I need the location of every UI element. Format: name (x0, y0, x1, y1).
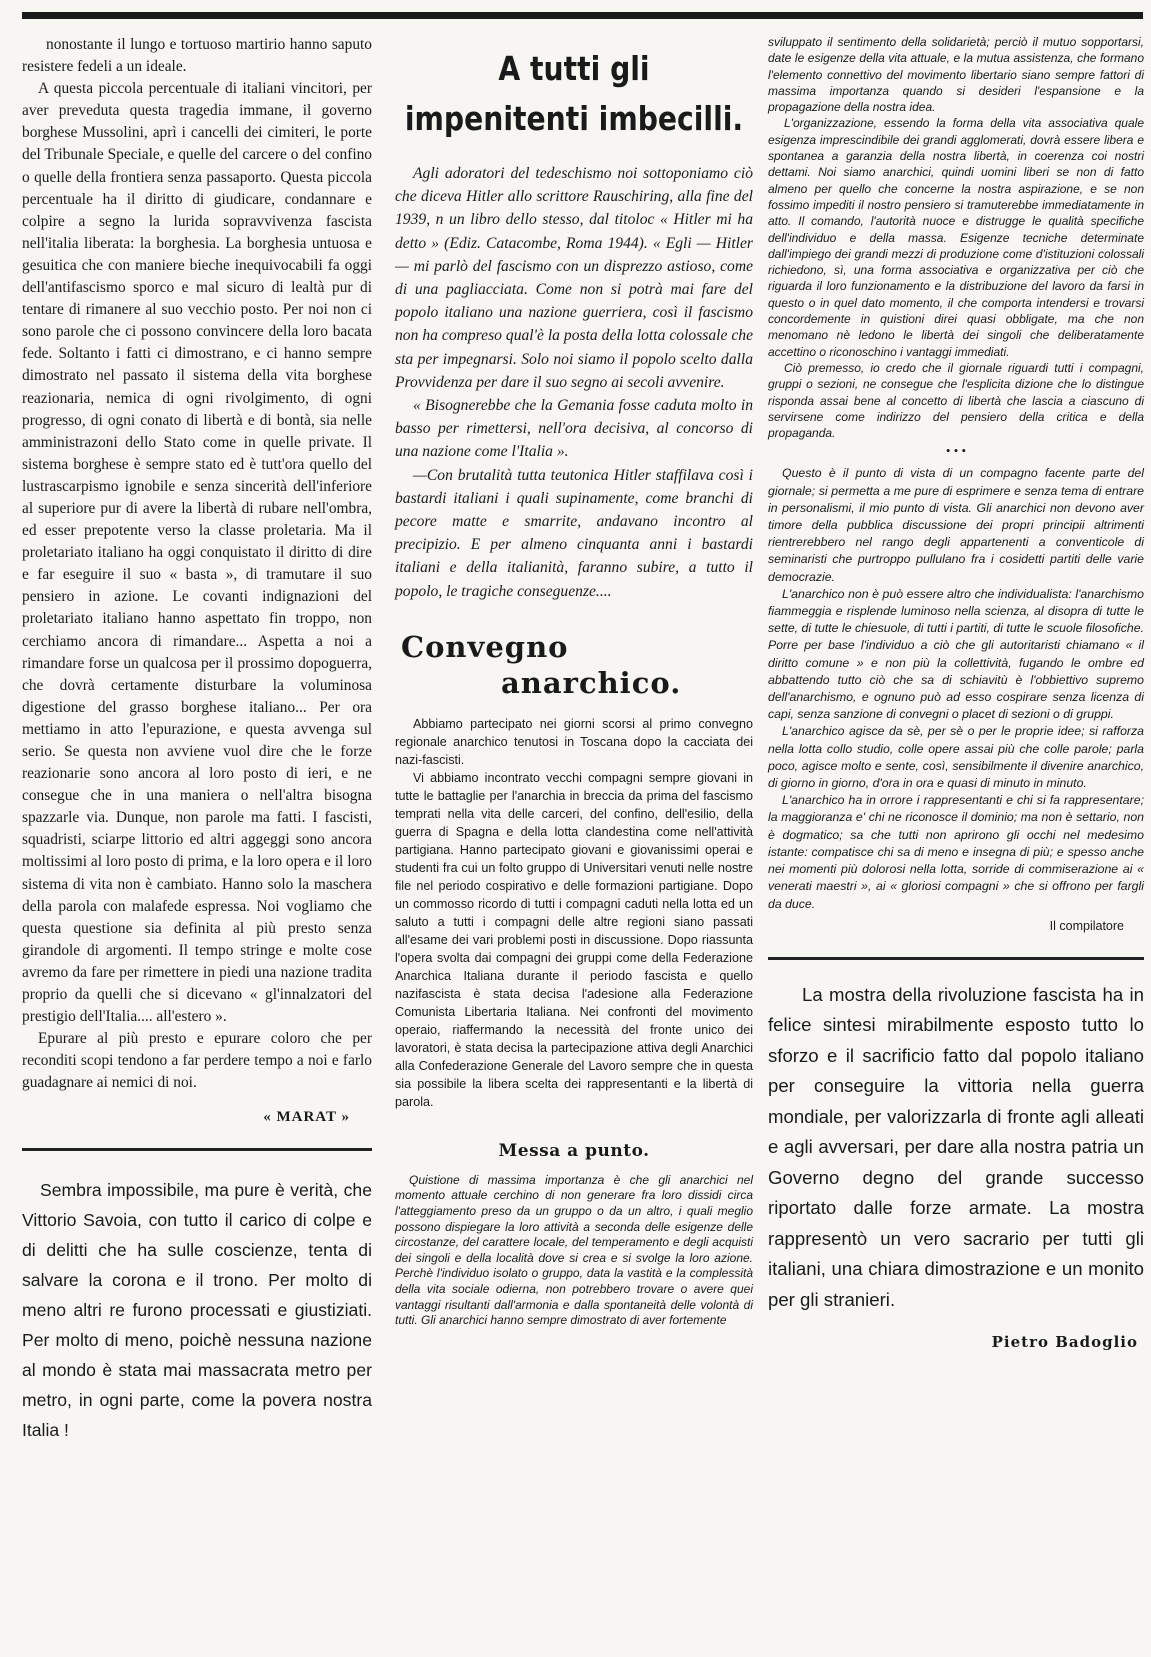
section-heading-messa: Messa a punto. (498, 1140, 650, 1161)
section-heading-convegno (401, 629, 753, 701)
article-compilatore (768, 465, 1144, 912)
heading-line: Convegno (401, 629, 569, 664)
notice-text: Sembra impossibile, ma pure è verità, che Vittorio Savoia, con tutto il carico di colpe e di delitti che ha sulle coscienze, tenta di salvare la corona e il trono. Per molto di meno altri re furono processati e giustiziati. Per molto di meno, poichè nessuna nazione al mondo è stata mai massacrata metro per metro, in ogni parte, come la povera nostra Italia ! (22, 1179, 372, 1440)
article-paragraph: A questa piccola percentuale di italiani vincitori, per aver preveduta questa tragedia immane, il governo borghese Mussolini, aprì i cancelli dei cimiteri, le porte del Tribunale Speciale, e quelle del carcere o del confino o quelle della frontiera senza passaporto. Questa piccola percentuale ha il diritto di giudicare, condannare e colpire a segno la lurida sopravvivenza fascista nell'italia liberata: la borghesia. La borghesia untuosa e gesuitica che con maniere bieche inequivocabili fa oggi dell'antifascismo sporco e mal sicuro di lealtà pur di tentare di rimanere al suo vecchio posto. Per noi non ci sono parole che ci possono convincere della loro bacata fede. Soltanto i fatti ci dimostrano, e ci hanno sempre dimostrato nel passato il sistema della vita borghese reazionaria, nemica di ogni rivolgimento, di ogni progresso, di ogni conato di libertà e di bontà, sia nelle amministrazoni dello Stato come in quelle private. Il sistema borghese è sempre stato ed è tutt'ora quello del lustrascarpismo ignobile e senza sincerità dell'inferiore al superiore pur di avere la libertà di rubare nell'ombra, ed esser prepotente verso la classe proletaria. Ma il proletariato italiano ha oggi conquistato il diritto di dire e far eseguire il suo « basta », di tramutare il suo pensiero in azione. Le covanti indignazioni del proletariato italiano hanno aspettato fin troppo, non cerchiamo ancora di rimandare... Aspetta a noi a rimandare forse un qualcosa per il prossimo dopoguerra, che dovrà certamente disturbare la voluminosa digestione del grasso borghese italiano... Per ora mettiamo in atto l'epurazione, e questa avvenga sul serio. Se questa non avviene vuol dire che le forze reazionarie sono ancora al loro posto di ieri, e ne consegue che in una maniera o nell'altra bisogna spazzarle via. Dunque, non parole ma fatti. I fascisti, squadristi, sciarpe littorio ed altri aggeggi sono ancora moltissimi al loro posto di prima, e la loro opera e il loro sistema di vita non è cambiato. Hanno solo la maschera della parola con malafede espressa. Noi vogliamo che questa questione sia definita al più presto senza girandole di argomenti. Il tempo stringe e molte cose avremo da fare per rimettere in piedi una nazione tradita proprio da quelli che si dicevano « gl'innalzatori del prestigio dell'Italia.... all'estero ». (22, 80, 372, 1026)
section-divider (22, 1148, 372, 1151)
article-paragraph: nonostante il lungo e tortuoso martirio hanno saputo resistere fedeli a un ideale. (22, 36, 372, 76)
article-paragraph: Agli adoratori del tedeschismo noi sottoponiamo ciò che diceva Hitler allo scrittore Rauschiring, alla fine del 1939, n un libro dello stesso, dal titoloc « Hitler mi ha detto » (Ediz. Catacombe, Roma 1944). « Egli — Hitler — mi parlò del fascismo con un disprezzo astioso, come di una pagliacciata. Come non si potrà mai fare del popolo italiano una nazione guerriera, così il fascismo non ha compreso qual'è la posta della lotta colossale che sta per impegnarsi. Solo noi siamo il popolo scelto dalla Provvidenza per dare il suo segno ai secoli avvenire. (395, 165, 753, 391)
boxed-notice-savoia (22, 1175, 372, 1445)
section-divider (768, 957, 1144, 960)
article-paragraph: L'anarchico agisce da sè, per sè o per le proprie idee; si rafforza nella lotta collo studio, colle opere assai più che colle parole; parla poco, agisce molto e sente, così, sensibilmente il divenire anarchico, di giorno in giorno, d'ora in ora e quasi di minuto in minuto. (768, 724, 1144, 791)
article-paragraph: L'anarchico ha in orrore i rappresentanti e chi si fa rappresentare; la maggioranza e' chi ne riconosce il dominio; ma non è settario, non è dogmatico; sa che tutti non aprirono gli occhi nel medesimo istante: compatisce chi sa di meno e insegna di più; e spesso anche nei momenti più dolorosi nella lotta, sorride di commiserazione ai « venerati maestri », ai « gloriosi compagni » che si offrono per fargli da duce. (768, 793, 1144, 911)
section-stars: • • • (945, 443, 967, 459)
quote-signature: Pietro Badoglio (991, 1333, 1138, 1352)
article-paragraph: « Bisognerebbe che la Gemania fosse caduta molto in basso per rimettersi, nell'ora decisiva, al concorso di una nazione come l'Italia ». (395, 397, 753, 461)
column-left (22, 34, 372, 1445)
column-middle (395, 34, 753, 1329)
compiler-signature: Il compilatore (1049, 918, 1124, 933)
article-messa-a-punto (395, 1173, 753, 1329)
article-paragraph: —Con brutalità tutta teutonica Hitler staffilava così i bastardi italiani i quali supinamente, come branchi di pecore matte e smarrite, andavano incontro al precipizio. E per almeno cinquanta anni i bastardi italiani e della italianità, faranno subire, a tutto il popolo, le tragiche conseguenze.... (395, 466, 753, 600)
headline: A tutti gli impenitenti imbecilli. (404, 49, 744, 138)
article-marat (22, 34, 372, 1095)
top-rule (22, 12, 1143, 19)
article-paragraph: Ciò premesso, io credo che il giornale riguardi tutti i compagni, gruppi o sezioni, ne consegue che l'esplicita dizione che lo distingue risponda assai bene al concetto di libertà che lascia a ciascuno di servirsene come indirizzo del pensiero della critica e della propaganda. (768, 360, 1144, 441)
article-paragraph: Questo è il punto di vista di un compagno facente parte del giornale; si permetta a me pure di esprimere e senza tema di entrare in personalismi, il mio punto di vista. Gli anarchici non devono aver timore della pubblica discussione dei propri principii altrimenti rientrerebbero nel rango degli appartenenti a conventicole di seminaristi che purtroppo pullulano fra i cosidetti partiti delle varie democrazie. (768, 466, 1144, 584)
article-paragraph: L'organizzazione, essendo la forma della vita associativa quale esigenza imprescindibile dei grandi agglomerati, dovrà essere libera e spontanea a garanzia della nostra libertà, in coerenza coi nostri dettami. Noi siamo anarchici, quindi uomini liberi se non di fatto almeno per quello che concerne la nostra aspirazione, e se non fossimo impediti il nostro pensiero si tramuterebbe immediatamente in atto. Il comando, l'autorità nuoce e distrugge le qualità specifiche dell'individuo e della massa. Esigenze tecniche determinate dall'impiego dei grandi mezzi di produzione come d'istituzioni colossali richiedono, sì, una forma associativa e organizzativa per ciò che riguarda il loro funzionamento e la distribuzione del lavoro da farsi in questo o in quel dato momento, il che comporta intendersi e trovarsi concordemente in quistioni direi quasi obbligate, ma che non menomano nè ledono le libertà dei singoli che deliberatamente accettino o riconoschino i vantaggi immediati. (768, 116, 1144, 359)
article-convegno (395, 715, 753, 1111)
article-paragraph: Vi abbiamo incontrato vecchi compagni sempre giovani in tutte le battaglie per l'anarchia in breccia da prima del fascismo temprati nella vita delle carceri, del confino, dell'esilio, della guerra di Spagna e della lotta clandestina come nell'attività partigiana. Hanno partecipato giovani e giovanissimi operai e studenti fra cui un folto gruppo di Universitari venuti nelle nostre file nel periodo cospirativo e delle formazioni partigiane. Dopo un commosso ricordo di tutti i compagni caduti nella lotta ed un saluto a tutti i compagni delle altre regioni siano passati all'esame dei vari problemi posti in discussione. Dopo riassunta l'opera svolta dai compagni dei gruppi come della Federazione Anarchica Italiana durante il periodo fascista e quello nazifascista è stata decisa l'adesione alla Federazione Comunista Libertaria Italiana. Nei confronti del movimento operaio, riaffermando la necessità del fronte unico dei lavoratori, è stata decisa la partecipazione attiva degli Anarchici alla Confederazione Generale del Lavoro sempre che in questa sia possibile la libera scelta dei rappresentanti e la libertà di parola. (395, 770, 753, 1109)
article-paragraph: sviluppato il sentimento della solidarietà; perciò il mutuo sopportarsi, date le esigenze della vita attuale, e la mutua assistenza, che formano l'elemento connettivo del movimento libertario siano sempre fattori di massima importanza quando si desideri l'espansione e la propagazione della nostra idea. (768, 35, 1144, 115)
article-signature: « MARAT » (263, 1108, 350, 1125)
article-paragraph: Quistione di massima importanza è che gli anarchici nel momento attuale cerchino di non generare fra loro dissidi circa l'atteggiamento preso da un gruppo o da un altro, i quali meglio possono dispiegare la loro attività a seconda delle esigenze delle circostanze, del carattere locale, del temperamento e degli acquisti dei singoli e della località dove si crea e si svolge la loro azione. Perchè l'individuo isolato o gruppo, data la vastità e la complessità della vita sociale odierna, non potrebbero trovare o avere quei vantaggi risultanti dall'armonia e dalla spontaneità delle volontà di tutti. Gli anarchici hanno sempre dimostrato di aver fortemente (395, 1172, 753, 1328)
article-paragraph: L'anarchico non è può essere altro che individualista: l'anarchismo fiammeggia e risplende luminoso nella scienza, al disopra di tutte le sette, di tutte le chiesuole, di tutti i partiti, di tutte le scuole filosofiche. Porre per base l'individuo a ciò che gli autoritaristi chiamano « il diritto comune » e non più la collettività, fugando le ombre ed abbattendo tutto ciò che sa di schiavitù è l'obbiettivo supremo dell'anarchismo, e ognuno può ad esso cospirare senza licenza di capi, senza sanzione di convegni o placet di sezioni o di gruppi. (768, 586, 1144, 722)
column-right (768, 34, 1144, 1351)
article-paragraph: Epurare al più presto e epurare coloro che per reconditi scopi tendono a far perdere tempo a noi e farlo guadagnare ai nemici di noi. (22, 1030, 372, 1092)
article-continuation (768, 34, 1144, 441)
quote-badoglio (768, 980, 1144, 1316)
article-paragraph: Abbiamo partecipato nei giorni scorsi al primo convegno regionale anarchico tenutosi in Toscana dopo la cacciata dei nazi-fascisti. (395, 716, 753, 767)
heading-line: anarchico. (501, 665, 682, 700)
quote-text: La mostra della rivoluzione fascista ha in felice sintesi mirabilmente esposto tutto lo sforzo e il sacrificio fatto dal popolo italiano per conseguire la vittoria nella guerra mondiale, per valorizzarla di fronte agli alleati e agli avversari, per dare alla nostra patria un Governo degno del grande successo riportato dalle forze armate. La mostra rappresentò un vero sacrario per tutti gli italiani, una chiara dimostrazione e un monito per gli stranieri. (768, 983, 1144, 1310)
article-hitler (395, 162, 753, 603)
